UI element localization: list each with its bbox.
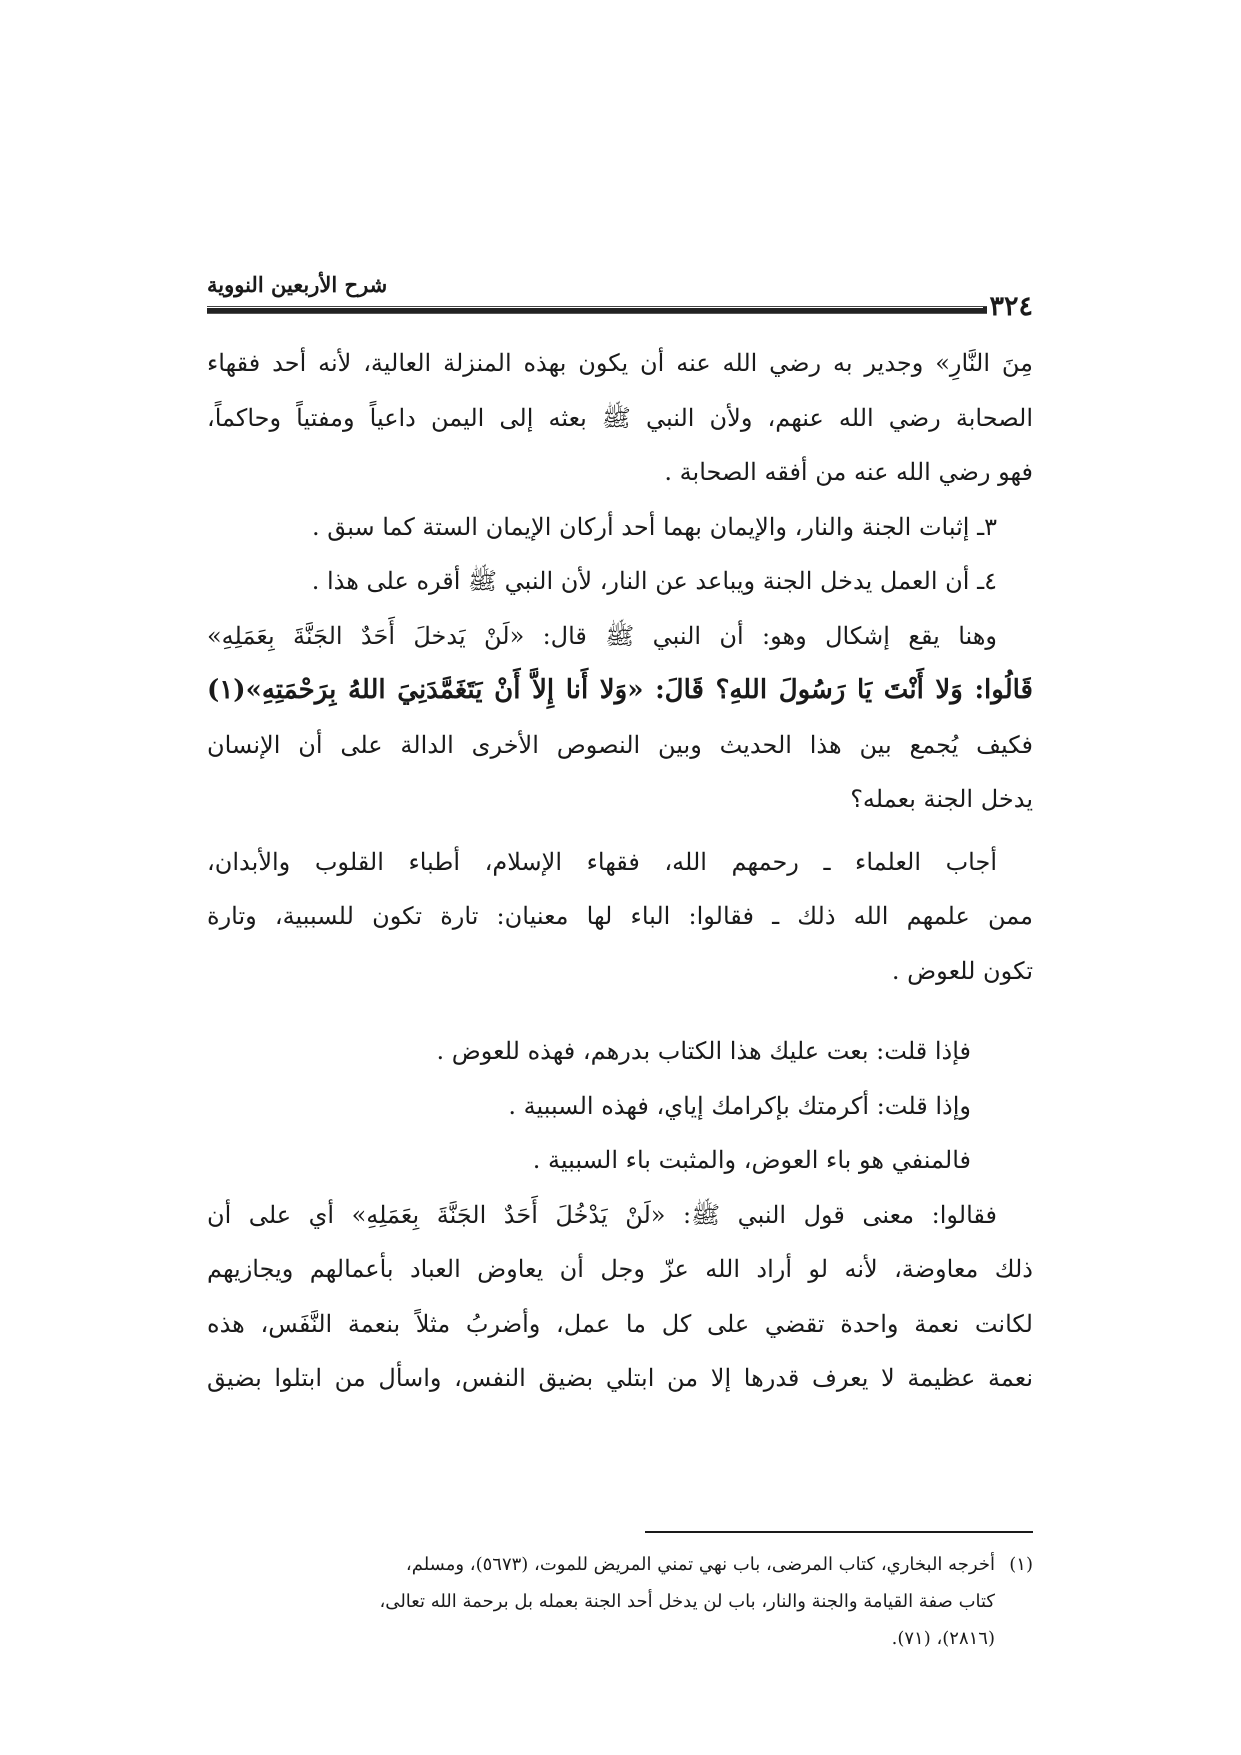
paragraph-gap	[207, 827, 1033, 835]
hadith-line: قَالُوا: وَلا أَنْتَ يَا رَسُولَ اللهِ؟ قَالَ: «وَلا أَنا إِلاَّ أَنْ يَتَغَمَّدَنِيَ اللهُ بِرَحْمَتِهِ»(١)	[207, 675, 1033, 705]
body-line: لكانت نعمة واحدة تقضي على كل ما عمل، وأضربُ مثلاً بنعمة النَّفَس، هذه	[207, 1309, 1033, 1338]
body-line: ممن علمهم الله ذلك ـ فقالوا: الباء لها معنيان: تارة تكون للسببية، وتارة	[207, 902, 1033, 930]
body-line: فقالوا: معنى قول النبي ﷺ: «لَنْ يَدْخُلَ أَحَدٌ الجَنَّةَ بِعَمَلِهِ» أي على أن	[207, 1200, 997, 1229]
example-line: فإذا قلت: بعت عليك هذا الكتاب بدرهم، فهذه للعوض .	[436, 1037, 971, 1065]
body-text	[207, 336, 1033, 1406]
header-rule	[207, 308, 987, 314]
footnote-line: كتاب صفة القيامة والجنة والنار، باب لن يدخل أحد الجنة بعمله بل برحمة الله تعالى،	[379, 1591, 995, 1612]
body-line: ذلك معاوضة، لأنه لو أراد الله عزّ وجل أن يعاوض العباد بأعمالهم ويجازيهم	[207, 1255, 1033, 1283]
example-line: فالمنفي هو باء العوض، والمثبت باء السببية .	[532, 1146, 971, 1174]
body-line: الصحابة رضي الله عنهم، ولأن النبي ﷺ بعثه إلى اليمن داعياً ومفتياً وحاكماً،	[207, 403, 1033, 432]
page-header	[207, 272, 1033, 322]
body-line: يدخل الجنة بعمله؟	[850, 785, 1033, 813]
body-line: ٤ـ أن العمل يدخل الجنة ويباعد عن النار، لأن النبي ﷺ أقره على هذا .	[311, 567, 997, 595]
body-line: فكيف يُجمع بين هذا الحديث وبين النصوص الأخرى الدالة على أن الإنسان	[207, 730, 1033, 759]
body-line: أجاب العلماء ـ رحمهم الله، فقهاء الإسلام، أطباء القلوب والأبدان،	[207, 847, 997, 876]
footnote-separator	[645, 1531, 1033, 1533]
running-title: شرح الأربعين النووية	[207, 272, 388, 297]
footnote-line	[207, 1546, 1033, 1583]
body-line: مِنَ النَّارِ» وجدير به رضي الله عنه أن يكون بهذه المنزلة العالية، لأنه أحد فقهاء	[207, 349, 1033, 377]
body-line: فهو رضي الله عنه من أفقه الصحابة .	[664, 458, 1033, 486]
body-line: تكون للعوض .	[891, 956, 1033, 985]
body-line: وهنا يقع إشكال وهو: أن النبي ﷺ قال: «لَنْ يَدخلَ أَحَدٌ الجَنَّةَ بِعَمَلِهِ»	[207, 621, 997, 650]
body-line: ٣ـ إثبات الجنة والنار، والإيمان بهما أحد أركان الإيمان الستة كما سبق .	[311, 512, 997, 541]
body-line: نعمة عظيمة لا يعرف قدرها إلا من ابتلي بضيق النفس، واسأل من ابتلوا بضيق	[207, 1364, 1033, 1392]
paragraph-gap	[207, 998, 1033, 1024]
example-line: وإذا قلت: أكرمتك بإكرامك إياي، فهذه السببية .	[508, 1091, 971, 1120]
footnote-line: (٢٨١٦)، (٧١).	[891, 1628, 995, 1649]
footnote-marker: (١)	[1009, 1554, 1033, 1575]
footnotes	[207, 1546, 1033, 1657]
page-number: ٣٢٤	[987, 292, 1033, 322]
footnote-text: أخرجه البخاري، كتاب المرضى، باب نهي تمني المريض للموت، (٥٦٧٣)، ومسلم،	[405, 1554, 995, 1575]
